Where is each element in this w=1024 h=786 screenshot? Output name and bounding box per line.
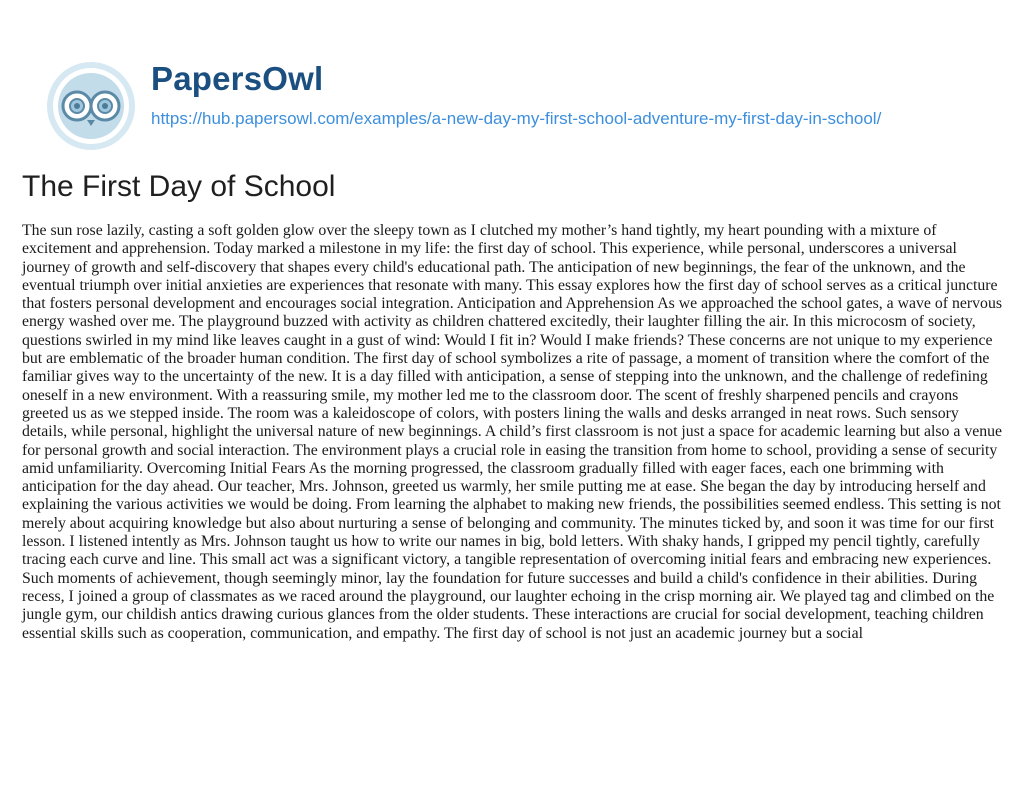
site-header (45, 40, 985, 160)
owl-eyes-icon (45, 60, 137, 152)
brand-name: PapersOwl (151, 60, 324, 97)
document-title: The First Day of School (22, 170, 336, 203)
source-url-link[interactable]: https://hub.papersowl.com/examples/a-new-day-my-first-school-adventure-my-first-day-in-school/ (151, 109, 882, 128)
essay-body: The sun rose lazily, casting a soft golden glow over the sleepy town as I clutched my mother’s hand tightly, my heart pounding with a mixture of excitement and apprehension. Today marked a milestone in my life: the first day of school. This experience, while personal, underscores a universal journey of growth and self-discovery that shapes every child's educational path. The anticipation of new beginnings, the fear of the unknown, and the eventual triumph over initial anxieties are experiences that resonate with many. This essay explores how the first day of school serves as a critical juncture that fosters personal development and encourages social integration. Anticipation and Apprehension As we approached the school gates, a wave of nervous energy washed over me. The playground buzzed with activity as children chattered excitedly, their laughter filling the air. In this microcosm of society, questions swirled in my mind like leaves caught in a gust of wind: Would I fit in? Would I make friends? These concerns are not unique to my experience but are emblematic of the broader human condition. The first day of school symbolizes a rite of passage, a moment of transition where the comfort of the familiar gives way to the uncertainty of the new. It is a day filled with anticipation, a sense of stepping into the unknown, and the challenge of redefining oneself in a new environment. With a reassuring smile, my mother led me to the classroom door. The scent of freshly sharpened pencils and crayons greeted us as we stepped inside. The room was a kaleidoscope of colors, with posters lining the walls and desks arranged in neat rows. Such sensory details, while personal, highlight the universal nature of new beginnings. A child’s first classroom is not just a space for academic learning but also a venue for personal growth and social interaction. The environment plays a crucial role in easing the transition from home to school, providing a sense of security amid unfamiliarity. Overcoming Initial Fears As the morning progressed, the classroom gradually filled with eager faces, each one brimming with anticipation for the day ahead. Our teacher, Mrs. Johnson, greeted us warmly, her smile putting me at ease. She began the day by introducing herself and explaining the various activities we would be doing. From learning the alphabet to making new friends, the possibilities seemed endless. This setting is not merely about acquiring knowledge but also about nurturing a sense of belonging and community. The minutes ticked by, and soon it was time for our first lesson. I listened intently as Mrs. Johnson taught us how to write our names in big, bold letters. With shaky hands, I gripped my pencil tightly, carefully tracing each curve and line. This small act was a significant victory, a tangible representation of overcoming initial fears and embracing new experiences. Such moments of achievement, though seemingly minor, lay the foundation for future successes and build a child's confidence in their abilities. During recess, I joined a group of classmates as we raced around the playground, our laughter echoing in the crisp morning air. We played tag and climbed on the jungle gym, our childish antics drawing curious glances from the older students. These interactions are crucial for social development, teaching children essential skills such as cooperation, communication, and empathy. The first day of school is not just an academic journey but a social (22, 222, 1003, 642)
